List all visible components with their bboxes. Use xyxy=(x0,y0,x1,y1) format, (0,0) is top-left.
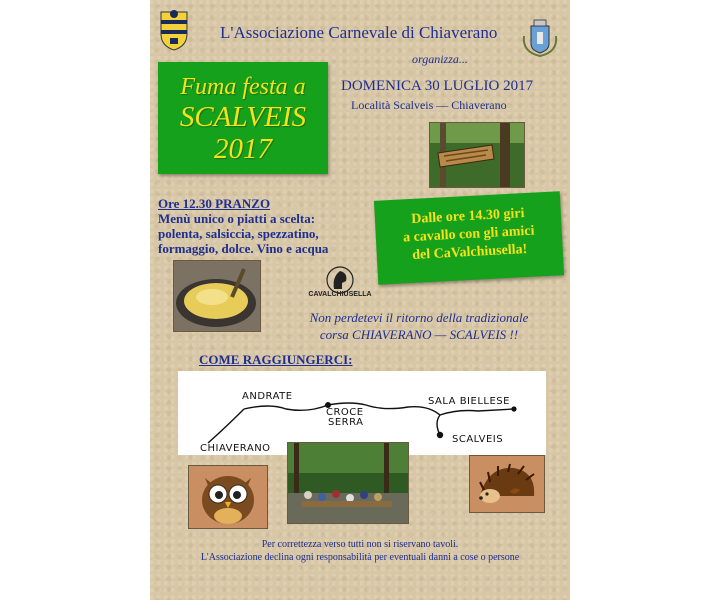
race-notice-line-2: corsa CHIAVERANO — SCALVEIS !! xyxy=(319,327,519,342)
footer-line-1: Per correttezza verso tutti non si riservano tavoli. xyxy=(261,539,459,550)
event-date: DOMENICA 30 LUGLIO 2017 xyxy=(341,78,534,94)
title-box xyxy=(158,62,328,174)
footer-line-2: L'Associazione declina ogni responsabilità per eventuali danni a cose o persone xyxy=(200,552,520,563)
serra-label: SERRA xyxy=(328,417,364,428)
association-crest-icon xyxy=(157,8,191,52)
horse-ride-line: del CaValchiusella! xyxy=(411,241,528,263)
title-line-1: Fuma festa a xyxy=(180,74,306,100)
event-location: Località Scalveis — Chiaverano xyxy=(351,98,507,112)
footer-notice xyxy=(150,538,570,564)
lunch-menu-line: formaggio, dolce. Vino e acqua xyxy=(158,241,329,256)
chiaverano-label: CHIAVERANO xyxy=(200,443,271,454)
owl-illustration xyxy=(188,465,268,529)
organizes-text: organizza... xyxy=(412,52,468,66)
race-notice-line-1: Non perdetevi il ritorno della tradizionale xyxy=(309,310,529,325)
scalveis-label: SCALVEIS xyxy=(452,434,504,445)
horse-ride-line: Dalle ore 14.30 giri xyxy=(410,206,525,227)
lunch-menu-line: polenta, salsiccia, spezzatino, xyxy=(158,226,319,241)
croce-label: CROCE xyxy=(326,407,364,418)
race-notice xyxy=(269,309,569,343)
hedgehog-illustration xyxy=(469,455,545,513)
association-name: L'Associazione Carnevale di Chiaverano xyxy=(220,23,498,42)
andrate-label: ANDRATE xyxy=(242,391,293,402)
lunch-heading: Ore 12.30 PRANZO xyxy=(158,196,271,211)
lunch-menu xyxy=(158,211,328,256)
lunch-menu-line: Menù unico o piatti a scelta: xyxy=(158,211,316,226)
sala-biellese-marker xyxy=(511,406,516,411)
scalveis-marker xyxy=(437,432,443,438)
title-line-2: SCALVEIS xyxy=(179,101,307,133)
event-poster xyxy=(150,0,570,600)
sala-biellese-label: SALA BIELLESE xyxy=(428,396,510,407)
horse-ride-box xyxy=(374,191,564,285)
town-crest-icon xyxy=(520,16,560,58)
festival-crowd-photo xyxy=(287,442,409,524)
directions-heading: COME RAGGIUNGERCI: xyxy=(199,352,353,367)
title-line-3: 2017 xyxy=(214,133,272,165)
polenta-photo xyxy=(173,260,261,332)
horse-ride-line: a cavallo con gli amici xyxy=(402,223,535,246)
cavalchiusella-logo-text: CAVALCHIUSELLA xyxy=(308,291,372,298)
forest-sign-photo xyxy=(429,122,525,188)
horse-ride-text xyxy=(375,203,564,267)
